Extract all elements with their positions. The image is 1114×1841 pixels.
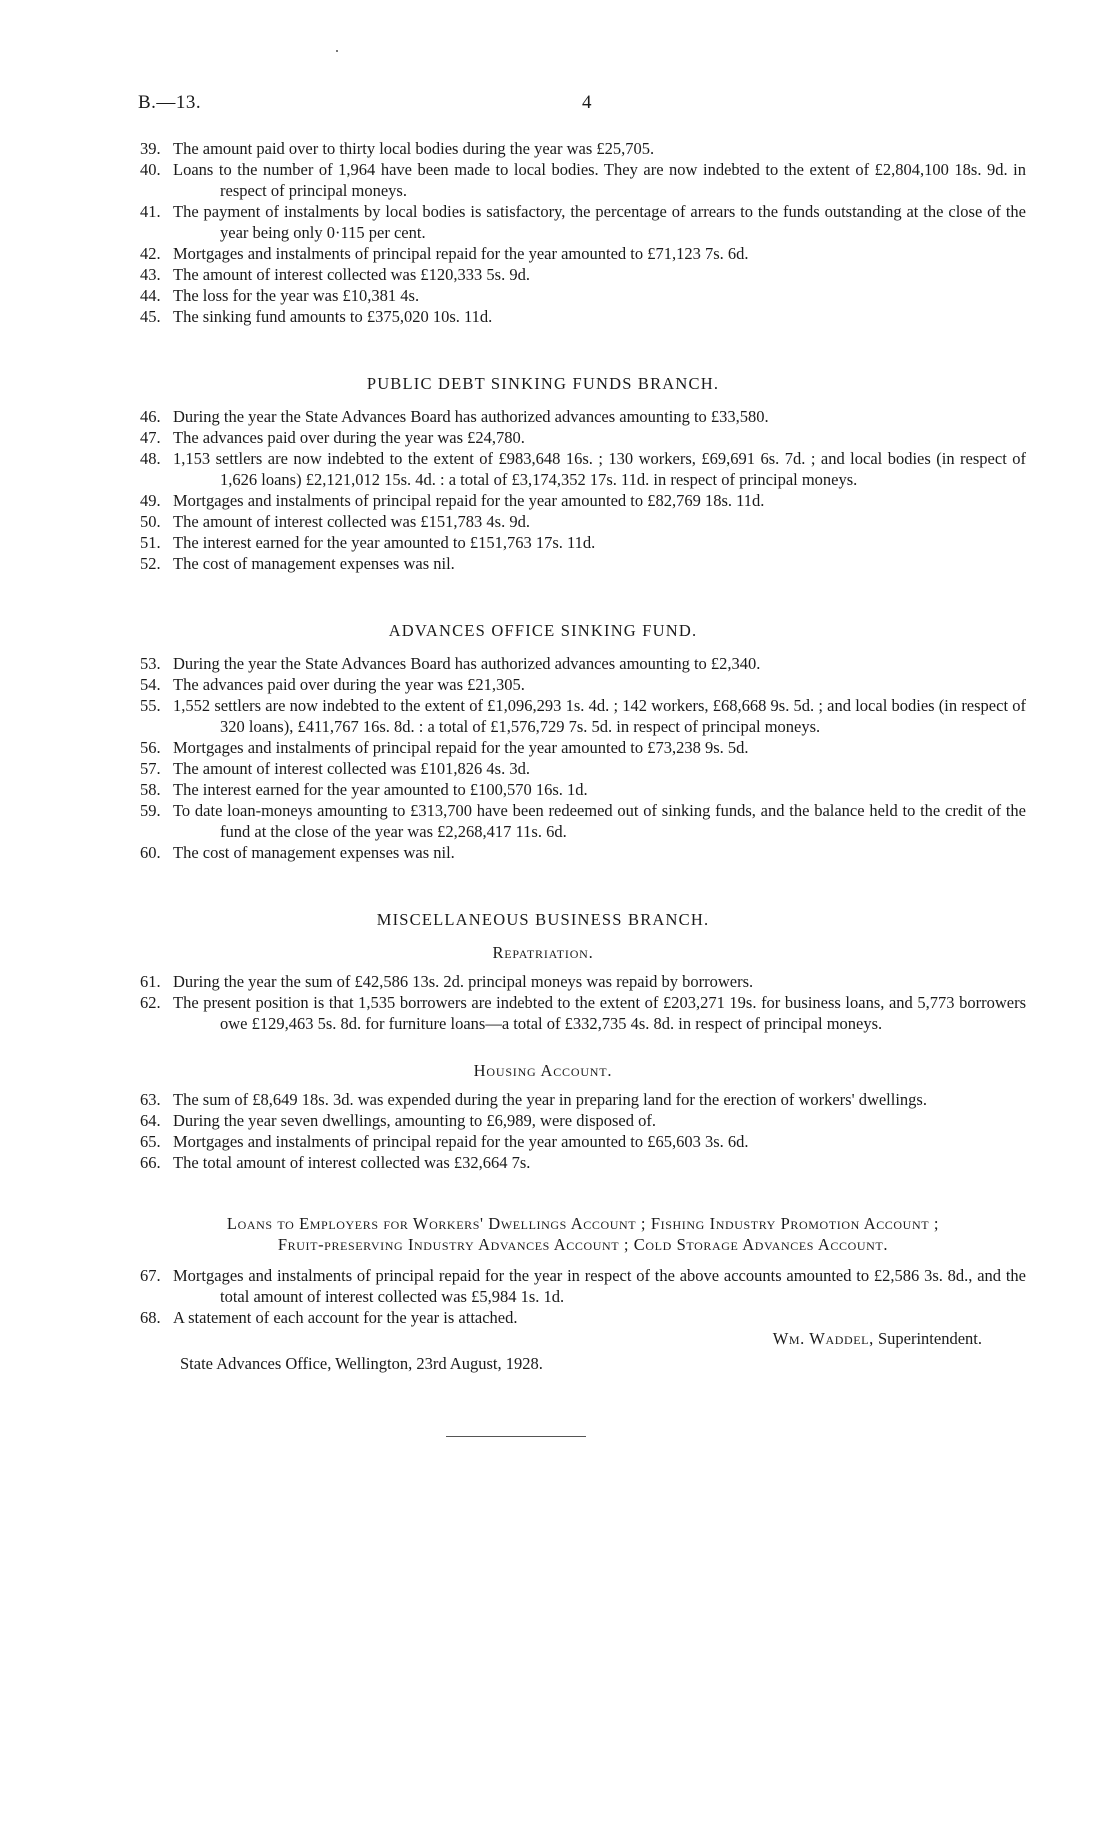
page-body [140,138,1026,1437]
paragraph-55: 55. 1,552 settlers are now indebted to the extent of £1,096,293 1s. 4d. ; 142 workers, £68,668 9s. 5d. ; and local bodies (in respect of 320 loans), £411,767 16s. 8d. : a total of £1,576,729 7s. 5d. in respect of principal moneys. [140,696,1026,736]
paragraph-61: 61. During the year the sum of £42,586 13s. 2d. principal moneys was repaid by borrowers. [140,972,754,991]
paragraph-57: 57. The amount of interest collected was £101,826 4s. 3d. [140,759,530,778]
intro-items [140,138,1026,327]
paragraph-66: 66. The total amount of interest collected was £32,664 7s. [140,1153,531,1172]
paragraph-64: 64. During the year seven dwellings, amounting to £6,989, were disposed of. [140,1111,656,1130]
paragraph-51: 51. The interest earned for the year amounted to £151,763 17s. 11d. [140,533,596,552]
section-heading-miscellaneous: MISCELLANEOUS BUSINESS BRANCH. [376,910,710,929]
paragraph-54: 54. The advances paid over during the year was £21,305. [140,675,525,694]
paragraph-67: 67. Mortgages and instalments of principal repaid for the year in respect of the above accounts amounted to £2,586 3s. 8d., and the total amount of interest collected was £5,984 1s. 1d. [140,1266,1026,1306]
paragraph-56: 56. Mortgages and instalments of principal repaid for the year amounted to £73,238 9s. 5d. [140,738,749,757]
paragraph-68: 68. A statement of each account for the year is attached. [140,1308,518,1327]
paragraph-63: 63. The sum of £8,649 18s. 3d. was expended during the year in preparing land for the erection of workers' dwellings. [140,1090,927,1109]
advances-office-items [140,653,1026,863]
signature [140,1328,1026,1349]
paragraph-59: 59. To date loan-moneys amounting to £313,700 have been redeemed out of sinking funds, and the balance held to the credit of the fund at the close of the year was £2,268,417 11s. 6d. [140,801,1026,841]
housing-items [140,1089,1026,1173]
paragraph-53: 53. During the year the State Advances Board has authorized advances amounting to £2,340. [140,654,761,673]
other-accounts-items [140,1265,1026,1328]
paragraph-50: 50. The amount of interest collected was £151,783 4s. 9d. [140,512,530,531]
other-accounts-heading-line-2: Fruit-preserving Industry Advances Account ; Cold Storage Advances Account. [277,1235,889,1254]
section-heading-advances-office: ADVANCES OFFICE SINKING FUND. [388,621,698,640]
document-reference: B.—13. [138,92,202,113]
paragraph-45: 45. The sinking fund amounts to £375,020 10s. 11d. [140,307,493,326]
paragraph-60: 60. The cost of management expenses was nil. [140,843,455,862]
paragraph-65: 65. Mortgages and instalments of principal repaid for the year amounted to £65,603 3s. 6d. [140,1132,749,1151]
section-heading-other-accounts [140,1213,1026,1255]
page-header [138,92,982,116]
paragraph-48: 48. 1,153 settlers are now indebted to the extent of £983,648 16s. ; 130 workers, £69,691 6s. 7d. ; and local bodies (in respect of 1,626 loans) £2,121,012 15s. 4d. : a total of £3,174,352 17s. 11d. in respect of principal moneys. [140,449,1026,489]
paragraph-43: 43. The amount of interest collected was £120,333 5s. 9d. [140,265,530,284]
paragraph-39: 39. The amount paid over to thirty local bodies during the year was £25,705. [140,139,655,158]
paragraph-52: 52. The cost of management expenses was nil. [140,554,455,573]
public-debt-items [140,406,1026,574]
paragraph-41: 41. The payment of instalments by local bodies is satisfactory, the percentage of arrears to the funds outstanding at the close of the year being only 0·115 per cent. [140,202,1026,242]
other-accounts-heading-line-1: Loans to Employers for Workers' Dwellings Account ; Fishing Industry Promotion Account ; [226,1214,940,1233]
section-heading-public-debt: PUBLIC DEBT SINKING FUNDS BRANCH. [366,374,720,393]
signatory-title: Superintendent. [877,1329,982,1348]
sub-heading-housing: Housing Account. [473,1061,613,1080]
paragraph-47: 47. The advances paid over during the year was £24,780. [140,428,525,447]
paragraph-42: 42. Mortgages and instalments of principal repaid for the year amounted to £71,123 7s. 6d. [140,244,749,263]
paragraph-62: 62. The present position is that 1,535 borrowers are indebted to the extent of £203,271 19s. for business loans, and 5,773 borrowers owe £129,463 5s. 8d. for furniture loans—a total of £332,735 4s. 8d. in respect of principal moneys. [140,993,1026,1033]
paragraph-49: 49. Mortgages and instalments of principal repaid for the year amounted to £82,769 18s. 11d. [140,491,765,510]
paragraph-58: 58. The interest earned for the year amounted to £100,570 16s. 1d. [140,780,588,799]
paragraph-44: 44. The loss for the year was £10,381 4s. [140,286,420,305]
sub-heading-repatriation: Repatriation. [492,943,594,962]
closing-rule [446,1436,586,1437]
repatriation-items [140,971,1026,1034]
scan-speck [336,50,338,52]
paragraph-46: 46. During the year the State Advances Board has authorized advances amounting to £33,580. [140,407,769,426]
place-and-date: State Advances Office, Wellington, 23rd August, 1928. [180,1354,543,1373]
signatory-name: Wm. Waddel, [772,1329,874,1348]
paragraph-40: 40. Loans to the number of 1,964 have been made to local bodies. They are now indebted to the extent of £2,804,100 18s. 9d. in respect of principal moneys. [140,160,1026,200]
page-number: 4 [582,92,592,113]
